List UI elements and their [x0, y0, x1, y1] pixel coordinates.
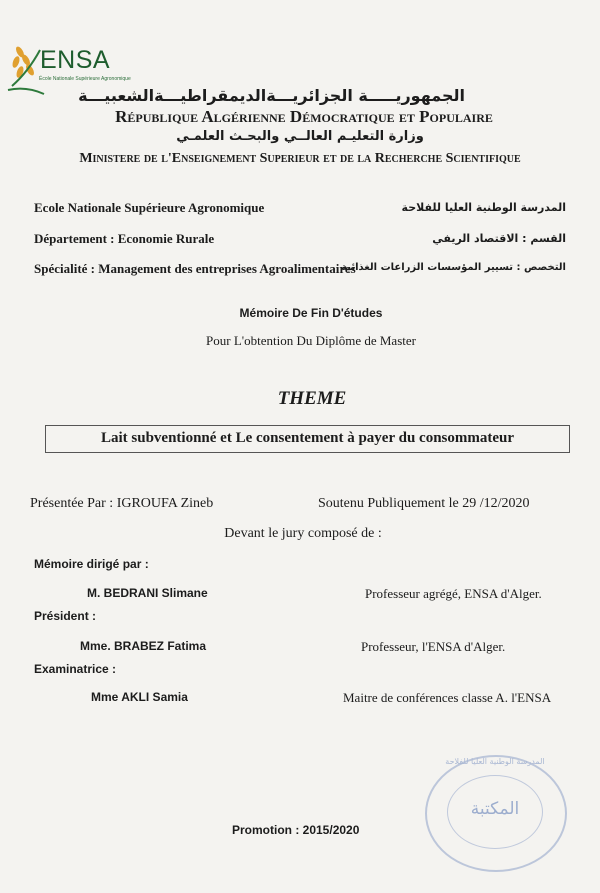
jury-name: M. BEDRANI Slimane: [87, 586, 208, 600]
jury-role: Examinatrice :: [34, 662, 117, 676]
republic-french: République Algérienne Démocratique et Populaire: [115, 107, 493, 126]
logo-text: ENSA: [40, 46, 111, 74]
theme-label: THEME: [277, 388, 347, 409]
stamp-ring-text: المدرسة الوطنية العليا للفلاحة: [445, 757, 545, 766]
jury-name: Mme. BRABEZ Fatima: [80, 639, 207, 653]
memoire-title: Mémoire De Fin D'études: [239, 306, 383, 320]
library-stamp: [425, 755, 565, 870]
jury-name: Mme AKLI Samia: [91, 690, 188, 704]
jury-title: Maitre de conférences classe A. l'ENSA: [343, 690, 552, 705]
specialty-french: Spécialité : Management des entreprises Agroalimentaires: [34, 261, 356, 276]
school-french: Ecole Nationale Supérieure Agronomique: [34, 200, 265, 215]
theme-title: Lait subventionné et Le consentement à payer du consommateur: [100, 430, 515, 446]
department-arabic: القسم : الاقتصاد الريفي: [432, 232, 566, 245]
jury-role: Président :: [34, 609, 97, 623]
jury-role: Mémoire dirigé par :: [34, 557, 149, 571]
defense-date: Soutenu Publiquement le 29 /12/2020: [318, 496, 530, 511]
jury-title: Professeur agrégé, ENSA d'Alger.: [365, 586, 542, 601]
jury-intro: Devant le jury composé de :: [224, 526, 382, 541]
memoire-subtitle: Pour L'obtention Du Diplôme de Master: [206, 333, 416, 348]
stamp-label: المكتبة: [470, 799, 520, 819]
jury-title: Professeur, l'ENSA d'Alger.: [361, 639, 506, 654]
ministry-french: Ministere de l'Enseignement Superieur et de la Recherche Scientifique: [79, 151, 521, 166]
promotion: Promotion : 2015/2020: [232, 823, 360, 837]
theme-box: [45, 425, 570, 453]
school-arabic: المدرسة الوطنية العليا للفلاحة: [401, 201, 566, 214]
logo-subtext: École Nationale Supérieure Agronomique: [39, 76, 131, 82]
republic-arabic: الجمهوريـــــة الجزائريـــةالديمقراطيـــةالشعبيـــة: [78, 86, 465, 105]
department-french: Département : Economie Rurale: [34, 231, 215, 246]
specialty-arabic: التخصص : تسيير المؤسسات الزراعات الغذائية: [341, 262, 566, 273]
presented-by: Présentée Par : IGROUFA Zineb: [30, 496, 214, 511]
ministry-arabic: وزارة التعليـم العالــي والبحـث العلمـي: [176, 129, 424, 144]
